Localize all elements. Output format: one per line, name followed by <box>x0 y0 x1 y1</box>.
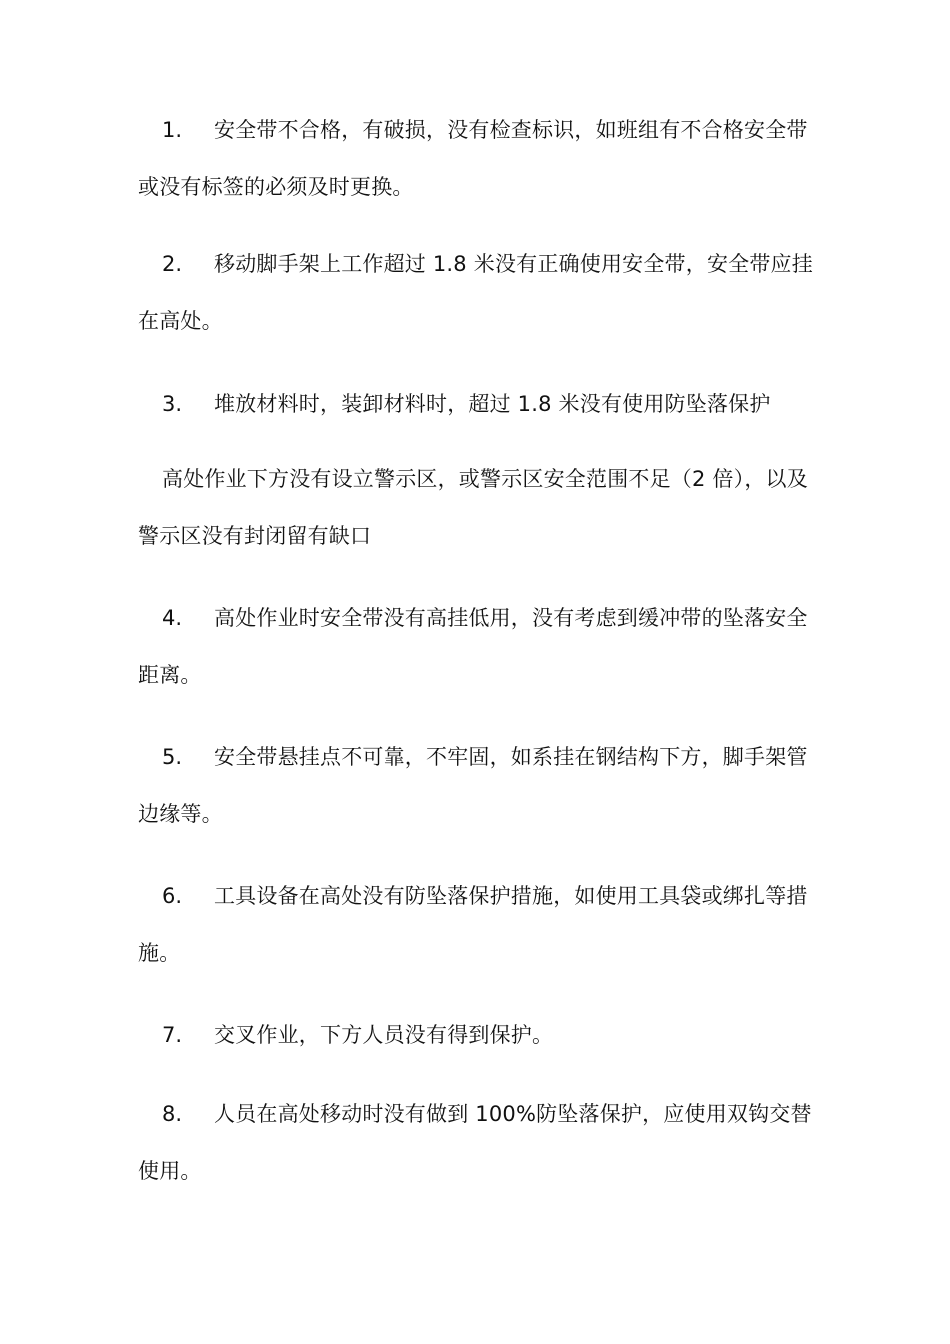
item-number: 2. <box>162 252 183 276</box>
list-item-3 <box>138 376 828 433</box>
list-item-6 <box>138 868 828 982</box>
item-number: 7. <box>162 1023 183 1047</box>
list-item-4 <box>138 590 828 704</box>
item-number: 3. <box>162 392 183 416</box>
list-item-5 <box>138 729 828 843</box>
item-number: 5. <box>162 745 183 769</box>
item-number: 1. <box>162 118 183 142</box>
item-text: 交叉作业，下方人员没有得到保护。 <box>214 1023 554 1047</box>
item-text: 移动脚手架上工作超过 1.8 米没有正确使用安全带，安全带应挂在高处。 <box>138 252 813 333</box>
list-item-8 <box>138 1086 828 1200</box>
item-text: 工具设备在高处没有防坠落保护措施，如使用工具袋或绑扎等措施。 <box>138 884 808 965</box>
warning-zone-paragraph: 高处作业下方没有设立警示区，或警示区安全范围不足（2 倍），以及警示区没有封闭留有缺口 <box>138 467 808 548</box>
item-text: 安全带不合格，有破损，没有检查标识，如班组有不合格安全带或没有标签的必须及时更换。 <box>138 118 808 199</box>
list-item-1 <box>138 102 828 216</box>
item-number: 4. <box>162 606 183 630</box>
item-text: 堆放材料时，装卸材料时，超过 1.8 米没有使用防坠落保护 <box>214 392 771 416</box>
item-number: 6. <box>162 884 183 908</box>
item-text: 人员在高处移动时没有做到 100%防坠落保护，应使用双钩交替使用。 <box>138 1102 812 1183</box>
list-item-2 <box>138 236 828 350</box>
list-item-7 <box>138 1007 828 1064</box>
item-text: 安全带悬挂点不可靠，不牢固，如系挂在钢结构下方，脚手架管边缘等。 <box>138 745 808 826</box>
item-number: 8. <box>162 1102 183 1126</box>
item-text: 高处作业时安全带没有高挂低用，没有考虑到缓冲带的坠落安全距离。 <box>138 606 808 687</box>
